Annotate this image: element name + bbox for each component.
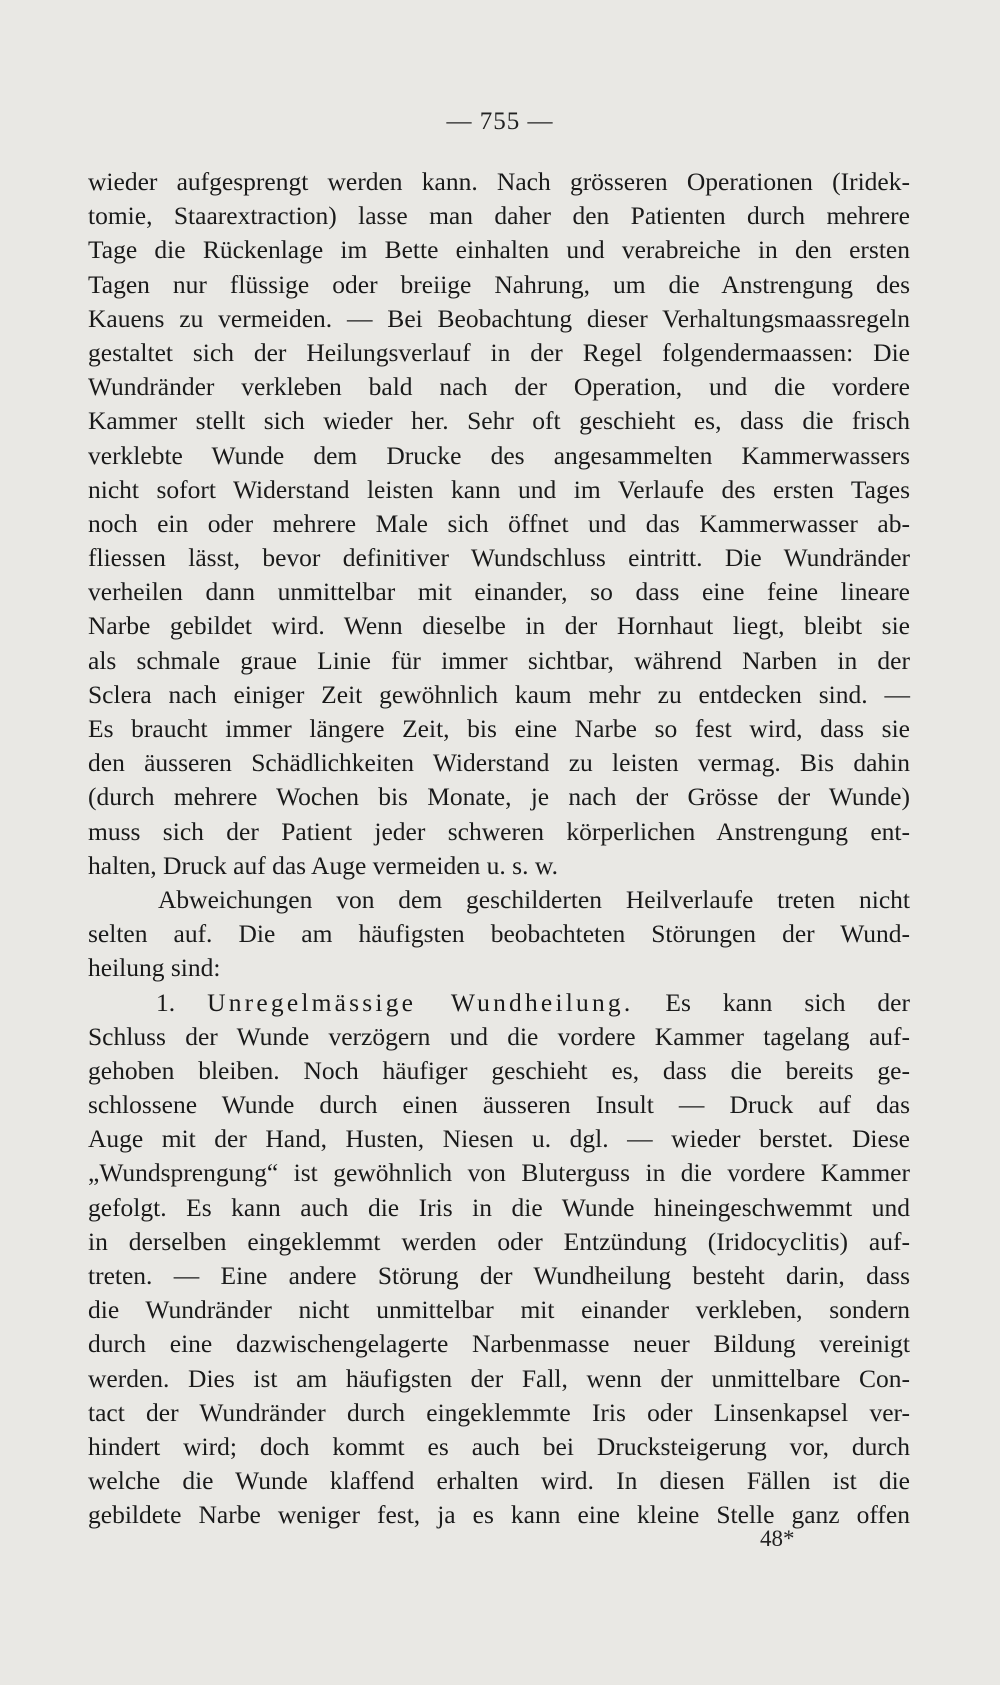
text-line: Narbe gebildet wird. Wenn dieselbe in der Hornhaut liegt, bleibt sie xyxy=(88,611,910,641)
text-line: welche die Wunde klaffend erhalten wird. In diesen Fällen ist die xyxy=(88,1466,910,1496)
text-line: Sclera nach einiger Zeit gewöhnlich kaum mehr zu entdecken sind. — xyxy=(88,679,910,709)
text-line: als schmale graue Linie für immer sichtbar, während Narben in der xyxy=(88,645,910,675)
text-line: Auge mit der Hand, Husten, Niesen u. dgl. — wieder berstet. Diese xyxy=(88,1124,910,1154)
text-line: in derselben eingeklemmt werden oder Entzündung (Iridocyclitis) auf- xyxy=(88,1226,910,1256)
text-line: Wundränder verkleben bald nach der Operation, und die vordere xyxy=(88,372,910,402)
text-line: (durch mehrere Wochen bis Monate, je nach der Grösse der Wunde) xyxy=(88,782,910,812)
text-line: Tage die Rückenlage im Bette einhalten und verabreiche in den ersten xyxy=(88,235,910,265)
text-line: den äusseren Schädlichkeiten Widerstand zu leisten vermag. Bis dahin xyxy=(88,748,910,778)
text-line: gehoben bleiben. Noch häufiger geschieht es, dass die bereits ge- xyxy=(88,1055,910,1085)
text-line: „Wundsprengung“ ist gewöhnlich von Bluterguss in die vordere Kammer xyxy=(88,1158,910,1188)
item-heading: Unregelmässige Wundheilung. xyxy=(207,987,634,1017)
text-line: Kammer stellt sich wieder her. Sehr oft geschieht es, dass die frisch xyxy=(88,406,910,436)
paragraph-start-line: Abweichungen von dem geschilderten Heilverlaufe treten nicht xyxy=(158,884,910,914)
text-line: werden. Dies ist am häufigsten der Fall, wenn der unmittelbare Con- xyxy=(88,1363,910,1393)
text-line: Kauens zu vermeiden. — Bei Beobachtung dieser Verhaltungsmaassregeln xyxy=(88,303,910,333)
printer-signature-mark: 48* xyxy=(760,1526,795,1551)
text-line: Tagen nur flüssige oder breiige Nahrung, um die Anstrengung des xyxy=(88,269,910,299)
item-number: 1. xyxy=(156,987,176,1017)
text-line: nicht sofort Widerstand leisten kann und im Verlaufe des ersten Tages xyxy=(88,474,910,504)
text-line: treten. — Eine andere Störung der Wundheilung besteht darin, dass xyxy=(88,1261,910,1290)
text-line: hindert wird; doch kommt es auch bei Drucksteigerung vor, durch xyxy=(88,1431,910,1461)
text-line: Schluss der Wunde verzögern und die vordere Kammer tagelang auf- xyxy=(88,1021,910,1051)
text-line: verheilen dann unmittelbar mit einander, so dass eine feine lineare xyxy=(88,577,910,607)
text-line: die Wundränder nicht unmittelbar mit einander verkleben, sondern xyxy=(88,1295,910,1325)
numbered-item-line xyxy=(88,986,910,1020)
text-line: schlossene Wunde durch einen äusseren Insult — Druck auf das xyxy=(88,1090,910,1120)
text-line: gefolgt. Es kann auch die Iris in die Wunde hineingeschwemmt und xyxy=(88,1192,910,1222)
text-line: wieder aufgesprengt werden kann. Nach grösseren Operationen (Iridek- xyxy=(88,167,910,196)
text-line: noch ein oder mehrere Male sich öffnet und das Kammerwasser ab- xyxy=(88,508,910,538)
text-line: durch eine dazwischengelagerte Narbenmasse neuer Bildung vereinigt xyxy=(88,1329,910,1359)
text-line: gebildete Narbe weniger fest, ja es kann eine kleine Stelle ganz offen xyxy=(88,1500,910,1530)
text-line: tact der Wundränder durch eingeklemmte Iris oder Linsenkapsel ver- xyxy=(88,1397,910,1427)
text-line: Es braucht immer längere Zeit, bis eine Narbe so fest wird, dass sie xyxy=(88,714,910,743)
text-line: verklebte Wunde dem Drucke des angesammelten Kammerwassers xyxy=(88,440,910,470)
body-text xyxy=(88,165,910,1533)
text-line: tomie, Staarextraction) lasse man daher den Patienten durch mehrere xyxy=(88,201,910,231)
text-line: heilung sind: xyxy=(88,953,221,983)
text-line: muss sich der Patient jeder schweren körperlichen Anstrengung ent- xyxy=(88,816,910,846)
page-number: — 755 — xyxy=(446,108,554,135)
text-line: gestaltet sich der Heilungsverlauf in der Regel folgendermaassen: Die xyxy=(88,337,910,367)
text-line: fliessen lässt, bevor definitiver Wundschluss eintritt. Die Wundränder xyxy=(88,543,910,573)
item-text: Es kann sich der xyxy=(665,987,910,1017)
text-line: halten, Druck auf das Auge vermeiden u. s. w. xyxy=(88,850,558,880)
text-line: selten auf. Die am häufigsten beobachteten Störungen der Wund- xyxy=(88,919,910,949)
